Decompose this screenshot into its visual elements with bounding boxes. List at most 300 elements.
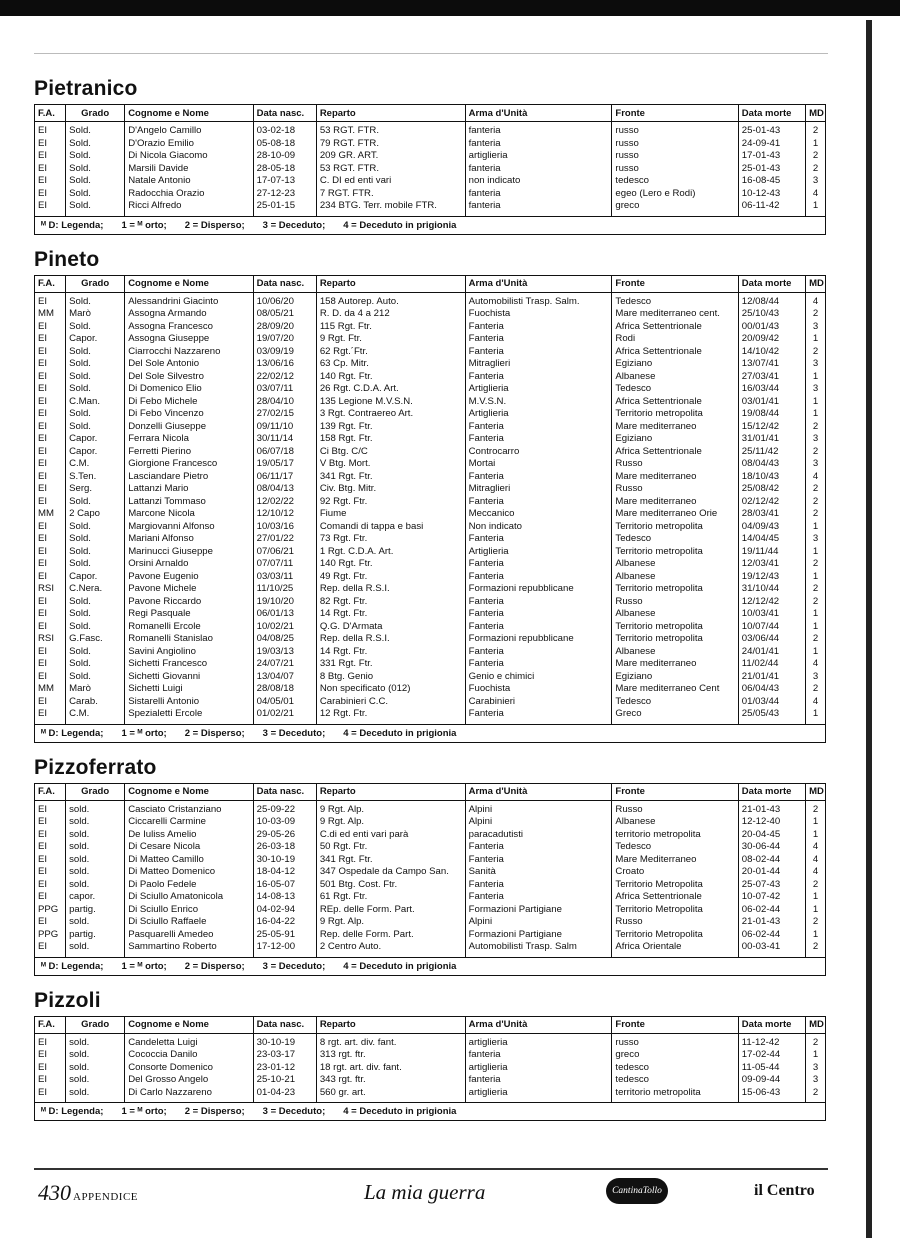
sponsor-logo: CantinaTollo	[606, 1178, 668, 1204]
table-cell: 9 Rgt. Ftr.	[316, 333, 465, 346]
table-cell: 28/08/18	[253, 683, 316, 696]
table-cell: Di Matteo Domenico	[125, 866, 253, 879]
table-cell: 49 Rgt. Ftr.	[316, 571, 465, 584]
table-cell: Orsini Arnaldo	[125, 558, 253, 571]
table-cell: Fanteria	[465, 646, 612, 659]
table-cell: Alpini	[465, 916, 612, 929]
table-row	[35, 150, 825, 163]
table-cell: 2	[812, 941, 819, 952]
table-cell: Fanteria	[465, 321, 612, 334]
table-cell: 07/06/21	[253, 546, 316, 559]
table-cell: 347 Ospedale da Campo San.	[316, 866, 465, 879]
table-cell: 28/03/41	[738, 508, 805, 521]
table-cell: 10-07-42	[738, 891, 805, 904]
table-cell: Fiume	[316, 508, 465, 521]
table-cell: Di Matteo Camillo	[125, 854, 253, 867]
table-cell: EI	[35, 1033, 66, 1049]
table-cell: 12 Rgt. Ftr.	[316, 708, 465, 724]
table-row	[35, 546, 825, 559]
table-cell: 01/02/21	[253, 708, 316, 724]
table-cell: Russo	[612, 800, 738, 816]
table-cell: sold.	[66, 1033, 125, 1049]
table-cell: 14 Rgt. Ftr.	[316, 646, 465, 659]
table-cell: 30/11/14	[253, 433, 316, 446]
column-header: Reparto	[316, 784, 465, 801]
table-cell: Margiovanni Alfonso	[125, 521, 253, 534]
table-cell: C.Nera.	[66, 583, 125, 596]
table-cell: Lattanzi Tommaso	[125, 496, 253, 509]
table-cell: Ferretti Pierino	[125, 446, 253, 459]
table-cell: russo	[612, 1033, 738, 1049]
table-cell: artiglieria	[465, 1033, 612, 1049]
table-cell: Sold.	[66, 138, 125, 151]
casualty-table	[34, 783, 826, 976]
table-cell: 08-02-44	[738, 854, 805, 867]
table-row	[35, 583, 825, 596]
table-cell: Assogna Francesco	[125, 321, 253, 334]
table-cell: 2	[812, 345, 819, 357]
newspaper-name: il Centro	[754, 1182, 815, 1199]
section-title: Pizzoferrato	[34, 755, 157, 779]
table-cell: sold.	[66, 841, 125, 854]
table-cell: Tedesco	[612, 841, 738, 854]
table-cell: 12/12/42	[738, 596, 805, 609]
column-header: Reparto	[316, 276, 465, 293]
table-cell: Egiziano	[612, 358, 738, 371]
table-cell: Sold.	[66, 533, 125, 546]
table-cell: Romanelli Stanislao	[125, 633, 253, 646]
table-cell: Pavone Eugenio	[125, 571, 253, 584]
table-cell: Sold.	[66, 383, 125, 396]
table-row	[35, 483, 825, 496]
column-header: Arma d'Unità	[465, 105, 612, 122]
table-cell: 12-12-40	[738, 816, 805, 829]
table-cell: Capor.	[66, 446, 125, 459]
table-row	[35, 891, 825, 904]
table-cell: Capor.	[66, 333, 125, 346]
table-cell: Fanteria	[465, 346, 612, 359]
table-cell: EI	[35, 816, 66, 829]
table-cell: 1	[812, 828, 819, 840]
table-cell: Artiglieria	[465, 408, 612, 421]
table-cell: 04/08/25	[253, 633, 316, 646]
table-cell: 2	[812, 483, 819, 494]
table-header-row	[35, 784, 825, 801]
column-header: Cognome e Nome	[125, 276, 253, 293]
table-cell: EI	[35, 458, 66, 471]
table-cell: 1 Rgt. C.D.A. Art.	[316, 546, 465, 559]
table-cell: EI	[35, 333, 66, 346]
table-cell: Mare mediterraneo	[612, 421, 738, 434]
table-cell: 25/11/42	[738, 446, 805, 459]
table-cell: Ricci Alfredo	[125, 200, 253, 216]
table-cell: 341 Rgt. Ftr.	[316, 471, 465, 484]
column-header: F.A.	[35, 784, 66, 801]
table-cell: 19/12/43	[738, 571, 805, 584]
table-cell: Controcarro	[465, 446, 612, 459]
table-cell: 01-04-23	[253, 1087, 316, 1103]
table-cell: Carabinieri C.C.	[316, 696, 465, 709]
table-cell: 140 Rgt. Ftr.	[316, 371, 465, 384]
table-cell: 2	[812, 583, 819, 594]
table-cell: Sold.	[66, 596, 125, 609]
section-pineto	[34, 247, 826, 755]
table-cell: Africa Orientale	[612, 941, 738, 957]
table-cell: Territorio metropolita	[612, 521, 738, 534]
section-pizzoferrato	[34, 755, 826, 988]
section-pizzoli	[34, 988, 826, 1122]
table-cell: Civ. Btg. Mitr.	[316, 483, 465, 496]
table-cell: 1	[812, 395, 819, 407]
table-cell: 4	[812, 470, 819, 482]
column-header: F.A.	[35, 1017, 66, 1034]
column-header: Data morte	[738, 784, 805, 801]
table-cell: 61 Rgt. Ftr.	[316, 891, 465, 904]
table-header-row	[35, 276, 825, 293]
table-cell: 25-01-43	[738, 122, 805, 138]
table-cell: 158 Autorep. Auto.	[316, 292, 465, 308]
table-cell: sold.	[66, 1087, 125, 1103]
table-cell: 19/03/13	[253, 646, 316, 659]
table-cell: Candeletta Luigi	[125, 1033, 253, 1049]
table-cell: 07/07/11	[253, 558, 316, 571]
table-cell: EI	[35, 346, 66, 359]
table-cell: Sold.	[66, 671, 125, 684]
table-cell: 12/02/22	[253, 496, 316, 509]
table-cell: Marò	[66, 683, 125, 696]
table-cell: D'Angelo Camillo	[125, 122, 253, 138]
table-cell: Fanteria	[465, 371, 612, 384]
table-cell: 18 rgt. art. div. fant.	[316, 1062, 465, 1075]
table-cell: 3	[812, 383, 819, 394]
table-cell: 30-06-44	[738, 841, 805, 854]
table-cell: 20-01-44	[738, 866, 805, 879]
table-cell: Ciccarelli Carmine	[125, 816, 253, 829]
table-cell: 20-04-45	[738, 829, 805, 842]
table-cell: 82 Rgt. Ftr.	[316, 596, 465, 609]
table-cell: EI	[35, 446, 66, 459]
column-header: F.A.	[35, 276, 66, 293]
table-cell: 234 BTG. Terr. mobile FTR.	[316, 200, 465, 216]
table-cell: 2	[812, 125, 819, 136]
table-cell: 09/11/10	[253, 421, 316, 434]
table-cell: 2	[812, 150, 819, 161]
table-cell: EI	[35, 188, 66, 201]
column-header: MD	[806, 1017, 825, 1034]
table-cell: 73 Rgt. Ftr.	[316, 533, 465, 546]
table-cell: EI	[35, 408, 66, 421]
table-cell: Mare mediterraneo cent.	[612, 308, 738, 321]
table-row	[35, 308, 825, 321]
column-header: Cognome e Nome	[125, 784, 253, 801]
table-cell: Croato	[612, 866, 738, 879]
table-cell: 1	[812, 620, 819, 632]
table-cell: Regi Pasquale	[125, 608, 253, 621]
table-cell: Fuochista	[465, 308, 612, 321]
table-cell: 21-01-43	[738, 800, 805, 816]
table-cell: 2	[812, 916, 819, 927]
table-cell: De Iuliss Amelio	[125, 829, 253, 842]
table-row	[35, 841, 825, 854]
table-cell: 501 Btg. Cost. Ftr.	[316, 879, 465, 892]
table-cell: artiglieria	[465, 1087, 612, 1103]
table-cell: 19/07/20	[253, 333, 316, 346]
table-cell: 31/10/44	[738, 583, 805, 596]
table-cell: EI	[35, 358, 66, 371]
table-cell: 2	[812, 683, 819, 694]
table-cell: EI	[35, 708, 66, 724]
table-cell: Assogna Armando	[125, 308, 253, 321]
table-cell: Artiglieria	[465, 546, 612, 559]
table-cell: Sold.	[66, 188, 125, 201]
table-cell: sold.	[66, 941, 125, 957]
table-cell: 4	[812, 853, 819, 865]
table-row	[35, 521, 825, 534]
table-cell: Fanteria	[465, 596, 612, 609]
table-cell: Sichetti Giovanni	[125, 671, 253, 684]
table-cell: EI	[35, 371, 66, 384]
table-cell: 27/01/22	[253, 533, 316, 546]
table-cell: C.M.	[66, 708, 125, 724]
table-cell: EI	[35, 571, 66, 584]
table-cell: 06-11-42	[738, 200, 805, 216]
table-cell: EI	[35, 138, 66, 151]
table-cell: tedesco	[612, 1062, 738, 1075]
legend-item: 4 = Deceduto in prigionia	[343, 219, 457, 231]
table-cell: M.V.S.N.	[465, 396, 612, 409]
table-cell: Russo	[612, 596, 738, 609]
table-row	[35, 383, 825, 396]
table-cell: 10-03-09	[253, 816, 316, 829]
table-cell: 03/03/11	[253, 571, 316, 584]
table-cell: Fanteria	[465, 854, 612, 867]
table-cell: Territorio metropolita	[612, 583, 738, 596]
table-row	[35, 916, 825, 929]
column-header: Data morte	[738, 276, 805, 293]
table-cell: Sold.	[66, 421, 125, 434]
table-cell: Formazioni repubblicane	[465, 583, 612, 596]
table-cell: Albanese	[612, 816, 738, 829]
table-cell: russo	[612, 122, 738, 138]
table-cell: 04-02-94	[253, 904, 316, 917]
table-cell: territorio metropolita	[612, 1087, 738, 1103]
column-header: Cognome e Nome	[125, 105, 253, 122]
table-cell: Di Cesare Nicola	[125, 841, 253, 854]
table-cell: Albanese	[612, 571, 738, 584]
table-cell: EI	[35, 891, 66, 904]
table-row	[35, 346, 825, 359]
table-cell: PPG	[35, 904, 66, 917]
table-cell: Del Sole Antonio	[125, 358, 253, 371]
table-cell: Automobilisti Trasp. Salm.	[465, 292, 612, 308]
table-cell: 135 Legione M.V.S.N.	[316, 396, 465, 409]
table-cell: Egiziano	[612, 671, 738, 684]
legend-item: 3 = Deceduto;	[262, 727, 326, 739]
table-cell: Sold.	[66, 521, 125, 534]
table-cell: 1	[812, 370, 819, 382]
table-cell: Fanteria	[465, 841, 612, 854]
table-cell: Lasciandare Pietro	[125, 471, 253, 484]
table-cell: sold.	[66, 916, 125, 929]
table-cell: Non indicato	[465, 521, 612, 534]
table-cell: Mare mediterraneo	[612, 496, 738, 509]
table-cell: C.di ed enti vari parà	[316, 829, 465, 842]
table-cell: Territorio Metropolita	[612, 904, 738, 917]
table-cell: 17-01-43	[738, 150, 805, 163]
table-cell: EI	[35, 596, 66, 609]
table-cell: 28/09/20	[253, 321, 316, 334]
table-row	[35, 904, 825, 917]
table-row	[35, 658, 825, 671]
table-cell: Sold.	[66, 321, 125, 334]
table-cell: Marcone Nicola	[125, 508, 253, 521]
table-cell: 4	[812, 295, 819, 307]
table-cell: Albanese	[612, 371, 738, 384]
table-cell: Artiglieria	[465, 383, 612, 396]
table-cell: 19/11/44	[738, 546, 805, 559]
table-row	[35, 200, 825, 216]
column-header: Data nasc.	[253, 276, 316, 293]
table-cell: EI	[35, 150, 66, 163]
table-cell: 02/12/42	[738, 496, 805, 509]
table-cell: Formazioni Partigiane	[465, 904, 612, 917]
table-cell: 13/04/07	[253, 671, 316, 684]
table-row	[35, 408, 825, 421]
casualty-table	[34, 275, 826, 743]
table-cell: Mare mediterraneo	[612, 471, 738, 484]
table-cell: tedesco	[612, 175, 738, 188]
table-row	[35, 646, 825, 659]
column-header: Reparto	[316, 1017, 465, 1034]
table-cell: EI	[35, 829, 66, 842]
table-cell: sold.	[66, 1062, 125, 1075]
table-row	[35, 371, 825, 384]
column-header: Grado	[66, 1017, 125, 1034]
table-cell: EI	[35, 533, 66, 546]
table-cell: 25-01-15	[253, 200, 316, 216]
table-cell: 04/05/01	[253, 696, 316, 709]
table-cell: EI	[35, 696, 66, 709]
table-cell: C.Man.	[66, 396, 125, 409]
table-cell: 14/04/45	[738, 533, 805, 546]
table-cell: Cococcia Danilo	[125, 1049, 253, 1062]
table-row	[35, 421, 825, 434]
table-cell: 4	[812, 658, 819, 669]
table-cell: 06/04/43	[738, 683, 805, 696]
table-cell: Sold.	[66, 658, 125, 671]
table-cell: 1	[812, 333, 819, 344]
table-cell: Sanità	[465, 866, 612, 879]
legend-item: 4 = Deceduto in prigionia	[343, 727, 457, 739]
table-cell: 2	[812, 1036, 819, 1048]
table-cell: Carab.	[66, 696, 125, 709]
table-cell: 09-09-44	[738, 1074, 805, 1087]
table-row	[35, 708, 825, 724]
table-cell: Mare mediterraneo Orie	[612, 508, 738, 521]
table-cell: 16-08-45	[738, 175, 805, 188]
table-cell: Territorio metropolita	[612, 633, 738, 646]
legend-item: 1 = ᴹ orto;	[121, 219, 167, 231]
table-cell: Tedesco	[612, 383, 738, 396]
table-cell: 08/04/43	[738, 458, 805, 471]
column-header: Arma d'Unità	[465, 276, 612, 293]
table-cell: 19/10/20	[253, 596, 316, 609]
table-cell: 12/10/12	[253, 508, 316, 521]
table-cell: 1	[812, 903, 819, 915]
table-cell: 30-10-19	[253, 1033, 316, 1049]
table-row	[35, 1062, 825, 1075]
table-cell: sold.	[66, 866, 125, 879]
table-cell: non indicato	[465, 175, 612, 188]
table-cell: 01/03/44	[738, 696, 805, 709]
table-cell: RSI	[35, 633, 66, 646]
column-header: Grado	[66, 276, 125, 293]
table-cell: sold.	[66, 829, 125, 842]
table-cell: EI	[35, 879, 66, 892]
table-cell: 12/08/44	[738, 292, 805, 308]
table-cell: 26 Rgt. C.D.A. Art.	[316, 383, 465, 396]
table-cell: 4	[812, 841, 819, 852]
table-cell: artiglieria	[465, 150, 612, 163]
table-row	[35, 163, 825, 176]
table-cell: Fanteria	[465, 658, 612, 671]
table-cell: Lattanzi Mario	[125, 483, 253, 496]
table-cell: sold.	[66, 816, 125, 829]
table-row	[35, 358, 825, 371]
table-cell: fanteria	[465, 188, 612, 201]
table-row	[35, 596, 825, 609]
table-cell: 115 Rgt. Ftr.	[316, 321, 465, 334]
casualty-table	[34, 1016, 826, 1122]
table-cell: Africa Settentrionale	[612, 891, 738, 904]
table-cell: Territorio Metropolita	[612, 879, 738, 892]
table-cell: Rodi	[612, 333, 738, 346]
table-cell: 2	[812, 508, 819, 519]
table-cell: 2	[812, 1086, 819, 1098]
table-cell: Fanteria	[465, 471, 612, 484]
table-cell: Savini Angiolino	[125, 646, 253, 659]
table-cell: Rep. della R.S.I.	[316, 583, 465, 596]
column-header: Fronte	[612, 105, 738, 122]
table-cell: Sold.	[66, 292, 125, 308]
casualty-table	[34, 104, 826, 235]
table-row	[35, 333, 825, 346]
table-cell: Albanese	[612, 608, 738, 621]
table-cell: REp. delle Form. Part.	[316, 904, 465, 917]
legend-item: 2 = Disperso;	[184, 219, 245, 231]
table-cell: Q.G. D'Armata	[316, 621, 465, 634]
table-cell: EI	[35, 496, 66, 509]
table-row	[35, 292, 825, 308]
table-cell: EI	[35, 671, 66, 684]
table-cell: Tedesco	[612, 696, 738, 709]
table-cell: 1	[812, 570, 819, 582]
table-cell: 21/01/41	[738, 671, 805, 684]
table-cell: Donzelli Giuseppe	[125, 421, 253, 434]
table-cell: EI	[35, 558, 66, 571]
table-cell: 25-09-22	[253, 800, 316, 816]
table-cell: 25/08/42	[738, 483, 805, 496]
legend-item: 4 = Deceduto in prigionia	[343, 960, 457, 972]
table-cell: Sold.	[66, 346, 125, 359]
table-cell: Comandi di tappa e basi	[316, 521, 465, 534]
table-cell: EI	[35, 122, 66, 138]
table-cell: 7 RGT. FTR.	[316, 188, 465, 201]
table-cell: Mortai	[465, 458, 612, 471]
table-cell: PPG	[35, 929, 66, 942]
table-cell: 11/10/25	[253, 583, 316, 596]
table-cell: C.M.	[66, 458, 125, 471]
